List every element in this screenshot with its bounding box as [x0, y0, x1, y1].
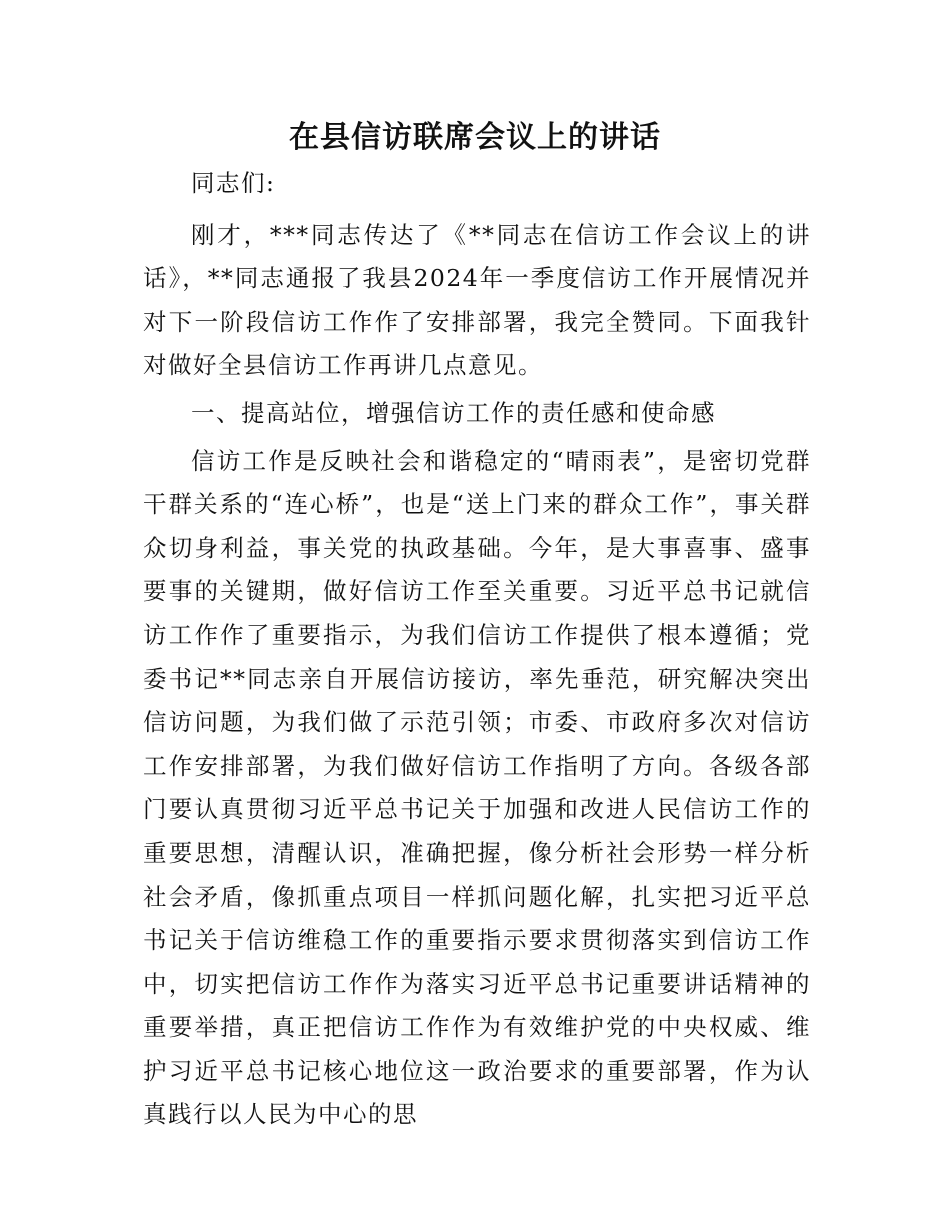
document-body [143, 162, 811, 1141]
paragraph-body: 信访工作是反映社会和谐稳定的“晴雨表”，是密切党群干群关系的“连心桥”，也是“送上门来的群众工作”，事关群众切身利益，事关党的执政基础。今年，是大事喜事、盛事要事的关键期，做好信访工作至关重要。习近平总书记就信访工作作了重要指示，为我们信访工作提供了根本遵循；党委书记**同志亲自开展信访接访，率先垂范，研究解决突出信访问题，为我们做了示范引领；市委、市政府多次对信访工作安排部署，为我们做好信访工作指明了方向。各级各部门要认真贯彻习近平总书记关于加强和改进人民信访工作的重要思想，清醒认识，准确把握，像分析社会形势一样分析社会矛盾，像抓重点项目一样抓问题化解，扎实把习近平总书记关于信访维稳工作的重要指示要求贯彻落实到信访工作中，切实把信访工作作为落实习近平总书记重要讲话精神的重要举措，真正把信访工作作为有效维护党的中央权威、维护习近平总书记核心地位这一政治要求的重要部署，作为认真践行以人民为中心的思 [143, 446, 811, 1129]
paragraph-intro: 刚才，***同志传达了《**同志在信访工作会议上的讲话》，**同志通报了我县2024年一季度信访工作开展情况并对下一阶段信访工作作了安排部署，我完全赞同。下面我针对做好全县信访工作再讲几点意见。 [143, 220, 811, 380]
section-heading: 一、提高站位，增强信访工作的责任感和使命感 [191, 398, 716, 427]
document-title: 在县信访联席会议上的讲话 [289, 120, 661, 155]
salutation: 同志们: [191, 169, 276, 197]
